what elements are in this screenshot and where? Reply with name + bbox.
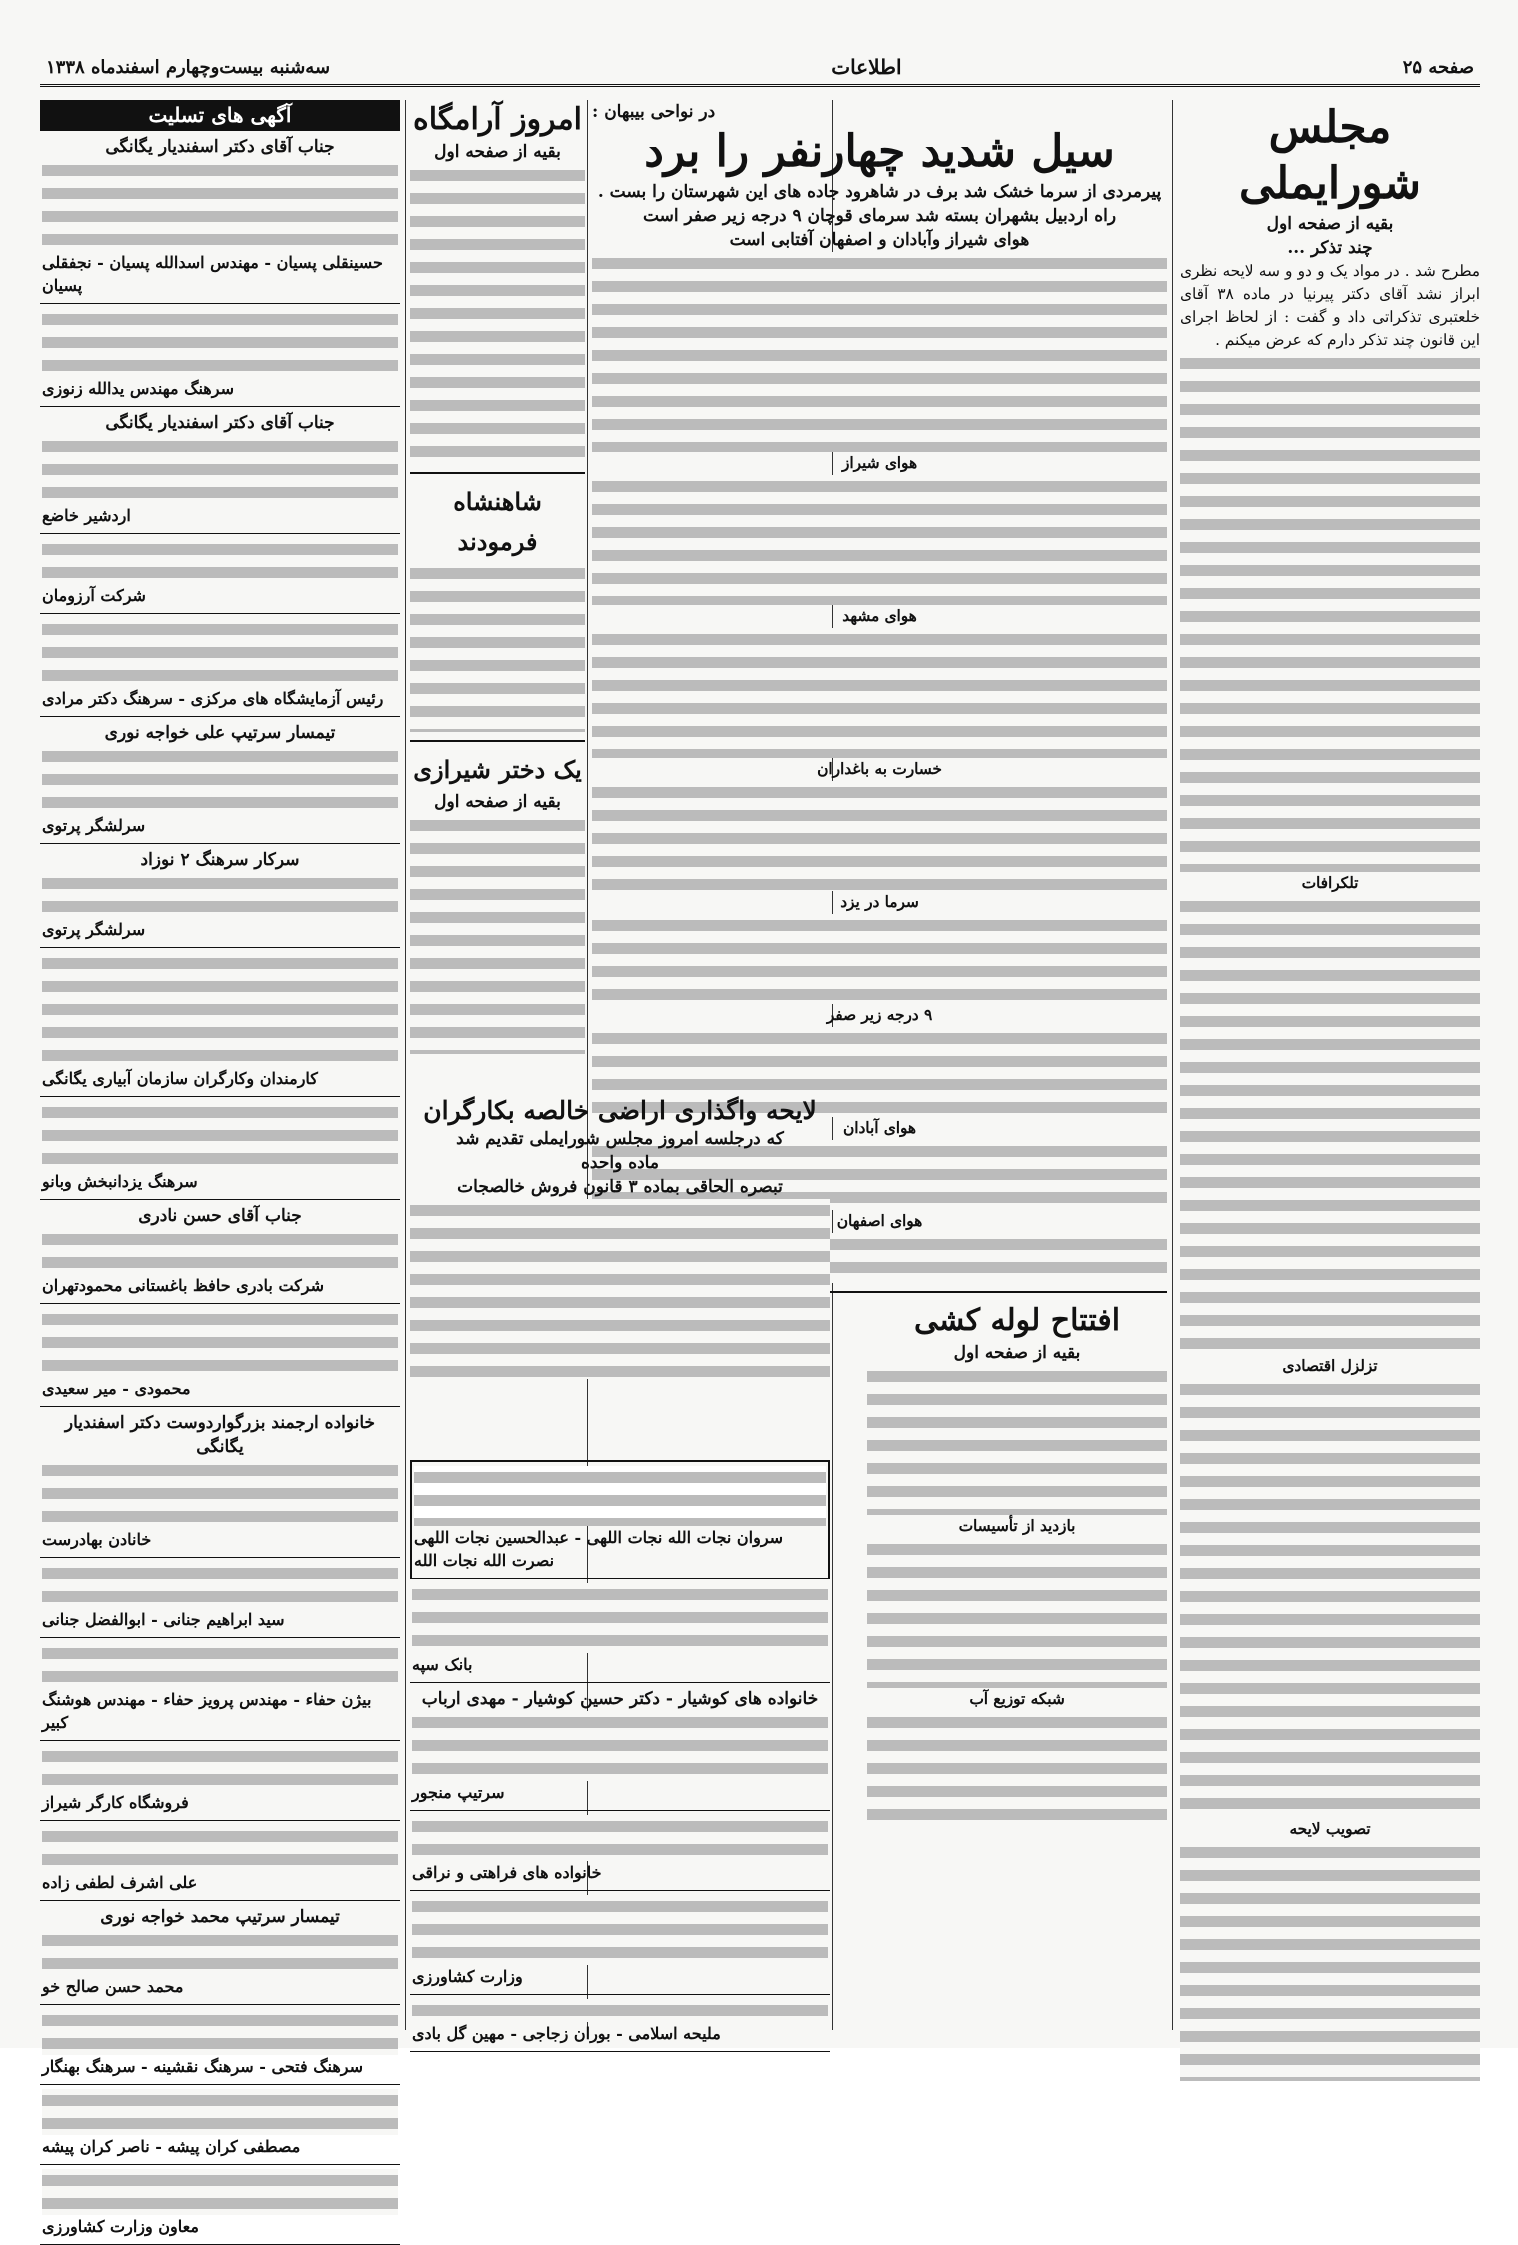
article-body-continued (1180, 352, 1480, 872)
notice-body (42, 1562, 398, 1608)
section-heading: هوای اصفهان (836, 1212, 923, 1230)
notice-body (412, 1711, 828, 1781)
notice-signature: فروشگاه کارگر شیراز (42, 1793, 189, 1812)
condolence-notice (40, 2165, 400, 2245)
notice-body (42, 872, 398, 918)
article-body (410, 164, 585, 464)
condolence-notice (40, 2005, 400, 2085)
article-body (410, 814, 585, 1054)
article-body (592, 252, 1167, 452)
condolence-notice (40, 1901, 400, 2005)
condolence-notice (40, 717, 400, 844)
notice-signature: حسینقلی پسیان - مهندس اسدالله پسیان - نجفقلی پسیان (42, 253, 383, 295)
condolence-notice (40, 614, 400, 717)
notice-signature: خانادن بهادرست (42, 1530, 152, 1549)
condolence-notice (40, 948, 400, 1097)
condolence-notice (40, 1200, 400, 1304)
notice-signature: سرلشگر پرتوی (42, 920, 146, 939)
condolence-notice (40, 1407, 400, 1558)
notice-body (42, 1825, 398, 1871)
article-body (867, 1365, 1167, 1515)
masthead (40, 50, 1480, 87)
notice-signature: ملیحه اسلامی - بوران زجاجی - مهین گل بادی (412, 2024, 721, 2043)
notice-body (412, 1583, 828, 1653)
issue-date: سه‌شنبه بیست‌وچهارم اسفندماه ۱۳۳۸ (46, 56, 331, 78)
article-body (867, 1711, 1167, 1821)
article-title: امروز آرامگاه (412, 102, 583, 137)
article-body-continued (1180, 895, 1480, 1355)
notice-signature: سرهنگ یزدانبخش وبانو (42, 1172, 198, 1191)
notice-body (42, 1228, 398, 1274)
condolence-notice (40, 1304, 400, 1407)
article-title: لایحه واگذاری اراضی خالصه بکارگران (423, 1096, 817, 1125)
notice-signature: علی اشرف لطفی زاده (42, 1873, 198, 1892)
notice-signature: کارمندان وکارگران سازمان آبیاری یگانگی (42, 1069, 318, 1088)
condolence-notice (40, 407, 400, 534)
condolence-notice (40, 304, 400, 407)
notice-body (42, 1459, 398, 1528)
condolence-notice (410, 1995, 830, 2052)
article-title: افتتاح لوله کشی (913, 1303, 1121, 1338)
article-title: یک دختر شیرازی (413, 755, 582, 784)
condolence-notice (410, 1811, 830, 1891)
section-heading: تصویب لایحه (1289, 1820, 1371, 1838)
notice-body (42, 745, 398, 814)
paper-name: اطلاعات (831, 55, 902, 79)
notice-title: جناب آقای حسن نادری (138, 1206, 302, 1226)
section-heading: ۹ درجه زیر صفر (826, 1006, 933, 1024)
notice-signature: معاون وزارت کشاورزی (42, 2217, 199, 2236)
section-heading: چند تذکر ... (1287, 238, 1373, 258)
notice-signature: وزارت کشاورزی (412, 1967, 523, 1986)
notice-title: خانواده های کوشیار - دکتر حسین کوشیار - مهدی ارباب (421, 1689, 819, 1709)
condolence-notice (410, 1460, 830, 1579)
article-lead: هوای شیراز وآبادان و اصفهان آفتابی است (729, 230, 1030, 250)
article-continuation: بقیه از صفحه اول (1266, 214, 1394, 234)
section-heading: ماده واحده (581, 1153, 659, 1173)
article-body (592, 781, 1167, 891)
article-title: شاهنشاه فرمودند (453, 487, 542, 556)
article-body (592, 628, 1167, 758)
notice-signature: اردشیر خاضع (42, 506, 131, 525)
notice-body (42, 952, 398, 1067)
notice-signature: خانواده های فراهتی و نراقی (412, 1863, 602, 1882)
article-subtitle: که درجلسه امروز مجلس شورایملی تقدیم شد (456, 1129, 784, 1149)
notice-body (42, 2169, 398, 2215)
notice-signature: سروان نجات الله نجات اللهی - عبدالحسین نجات اللهی (414, 1528, 784, 1547)
article-lead: پیرمردی از سرما خشک شد برف در شاهرود جاده های این شهرستان را بست . راه اردبیل بشهران بسته شد سرمای قوچان ۹ درجه زیر صفر است (597, 182, 1162, 226)
notice-body (42, 538, 398, 584)
notice-signature: مصطفی کران پیشه - ناصر کران پیشه (42, 2137, 301, 2156)
notice-signature: نصرت الله نجات الله (414, 1551, 555, 1570)
notice-body (42, 2009, 398, 2055)
section-heading: هوای مشهد (842, 607, 917, 625)
notice-signature: سرهنگ مهندس یدالله زنوزی (42, 379, 234, 398)
article-continuation: بقیه از صفحه اول (434, 142, 561, 162)
notice-body (42, 1101, 398, 1170)
condolence-notice (40, 534, 400, 614)
notice-signature: بانک سپه (412, 1655, 473, 1674)
condolence-notice (40, 1638, 400, 1741)
article-body-continued (1180, 1841, 1480, 2081)
condolence-notice (40, 1741, 400, 1821)
notice-title: جناب آقای دکتر اسفندیار یگانگی (105, 413, 335, 433)
notice-signature: بیژن حفاء - مهندس پرویز حفاء - مهندس هوشنگ کبیر (42, 1690, 372, 1732)
section-heading: سرما در یزد (840, 893, 919, 911)
section-divider (410, 472, 585, 474)
notice-body (42, 2089, 398, 2135)
notice-body (414, 1466, 826, 1526)
notice-title: تیمسار سرتیپ محمد خواجه نوری (100, 1907, 340, 1927)
condolence-banner: آگهی های تسلیت (40, 100, 400, 131)
notice-body (42, 435, 398, 504)
article-body (410, 1199, 830, 1379)
notice-body (42, 1642, 398, 1688)
notice-title: خانواده ارجمند بزرگواردوست دکتر اسفندیار یگانگی (64, 1413, 376, 1457)
article-body (592, 475, 1167, 605)
bottom-notices (410, 1460, 830, 2043)
article-title: سیل شدید چهارنفر را برد (644, 126, 1115, 177)
condolence-notice (40, 131, 400, 304)
mausoleum-column (410, 100, 585, 1060)
condolence-notice (410, 1891, 830, 1995)
condolence-notice (40, 1821, 400, 1901)
section-heading: تلکرافات (1301, 874, 1359, 892)
pipeline-article (867, 1301, 1167, 1821)
section-heading: هوای آبادان (843, 1119, 916, 1137)
section-heading: بازدید از تأسیسات (958, 1517, 1076, 1535)
notice-signature: محمودی - میر سعیدی (42, 1379, 191, 1398)
notice-body (412, 1999, 828, 2022)
notice-title: جناب آقای دکتر اسفندیار یگانگی (105, 137, 335, 157)
article-body (410, 562, 585, 732)
condolence-notice (410, 1579, 830, 1683)
notice-body (42, 1745, 398, 1791)
notice-signature: سید ابراهیم جنانی - ابوالفضل جنانی (42, 1610, 285, 1629)
notice-signature: سرهنگ فتحی - سرهنگ نقشینه - سرهنگ بهنگار (42, 2057, 364, 2076)
page-number: صفحه ۲۵ (1402, 56, 1474, 78)
notice-body (42, 308, 398, 377)
notice-title: سرکار سرهنگ ۲ نوزاد (140, 850, 300, 870)
land-bill-article (410, 1095, 830, 1455)
section-heading: تزلزل اقتصادی (1282, 1357, 1378, 1375)
notice-signature: سرلشگر پرتوی (42, 816, 146, 835)
section-heading: شبکه توزیع آب (969, 1690, 1065, 1708)
column-rule (1172, 100, 1173, 2030)
column-rule (405, 100, 406, 2030)
condolence-column (40, 100, 400, 2236)
notice-title: تیمسار سرتیپ علی خواجه نوری (104, 723, 336, 743)
notice-signature: محمد حسن صالح خو (42, 1977, 184, 1996)
notice-body (42, 1929, 398, 1975)
section-divider (410, 740, 585, 742)
article-body (867, 1538, 1167, 1688)
notice-signature: شرکت بادری حافظ باغستانی محمودتهران (42, 1276, 324, 1295)
notice-signature: سرتیپ منجور (412, 1783, 505, 1802)
condolence-notice (410, 1683, 830, 1811)
section-heading: هوای شیراز (841, 454, 918, 472)
notice-body (42, 1308, 398, 1377)
condolence-notice (40, 2085, 400, 2165)
article-continuation: بقیه از صفحه اول (953, 1343, 1081, 1363)
notice-body (412, 1815, 828, 1861)
condolence-notice (40, 1558, 400, 1638)
condolence-notice (40, 1097, 400, 1200)
article-kicker: در نواحی بیبهان : (592, 102, 716, 122)
notice-body (412, 1895, 828, 1965)
condolence-notice (40, 844, 400, 948)
notice-signature: رئیس آزمایشگاه های مرکزی - سرهنگ دکتر مرادی (42, 689, 384, 708)
notice-signature: شرکت آرزومان (42, 586, 146, 605)
article-body-continued (1180, 1378, 1480, 1818)
notice-body (42, 159, 398, 251)
notice-body (42, 618, 398, 687)
article-body: مطرح شد . در مواد یک و دو و سه لایحه نظری ابراز نشد آقای دکتر پیرنیا در ماده ۳۸ آقای خلعتبری تذکراتی داد و گفت : از لحاظ اجرای این قانون چند تذکر دارم که عرض میکنم . (1180, 262, 1480, 349)
article-body (592, 914, 1167, 1004)
majlis-column (1180, 100, 1480, 2040)
article-title: مجلس شورایملی (1239, 102, 1421, 209)
section-heading: تبصره الحاقی بماده ۳ قانون فروش خالصجات (457, 1177, 783, 1197)
section-heading: خسارت به باغداران (817, 760, 942, 778)
article-continuation: بقیه از صفحه اول (434, 792, 561, 812)
